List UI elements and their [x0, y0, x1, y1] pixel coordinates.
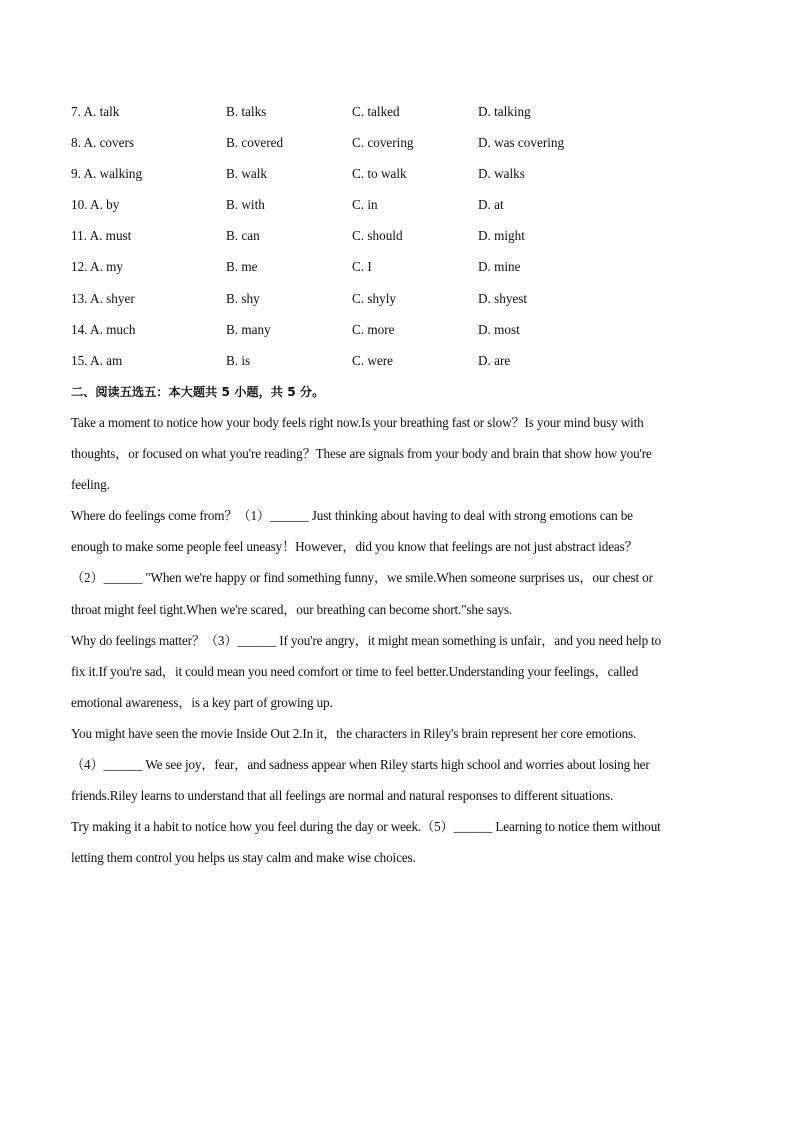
passage-line: friends.Riley learns to understand that all feelings are normal and natural responses to different situations.: [71, 788, 614, 804]
option-b: B. is: [226, 352, 251, 368]
passage-line: You might have seen the movie Inside Out 2.In it，the characters in Riley's brain represent her core emotions.: [71, 725, 637, 741]
passage-line: letting them control you helps us stay calm and make wise choices.: [71, 850, 416, 866]
option-a: 13. A. shyer: [71, 290, 135, 306]
option-c: C. more: [352, 321, 395, 337]
option-c: C. talked: [352, 104, 400, 119]
option-c: C. I: [352, 259, 372, 275]
option-row-8: [71, 131, 721, 162]
option-a: 10. A. by: [71, 197, 120, 213]
option-a: 15. A. am: [71, 352, 123, 368]
option-row-9: [71, 162, 721, 193]
option-b: B. many: [226, 321, 271, 337]
option-c: C. shyly: [352, 290, 396, 306]
passage-line: Take a moment to notice how your body feels right now.Is your breathing fast or slow？Is your mind busy with: [71, 415, 644, 430]
option-b: B. walk: [226, 166, 268, 182]
option-a: 8. A. covers: [71, 135, 134, 151]
passage-line: fix it.If you're sad，it could mean you need comfort or time to feel better.Understanding your feelings，called: [71, 663, 639, 679]
option-d: D. was covering: [478, 135, 565, 151]
passage-line: Try making it a habit to notice how you feel during the day or week.（5）______ Learning to notice them without: [71, 819, 661, 835]
passage-line: throat might feel tight.When we're scared，our breathing can become short."she says.: [71, 601, 512, 617]
passage-line: （4）______ We see joy，fear，and sadness appear when Riley starts high school and worries about losing her: [71, 757, 650, 773]
option-b: B. talks: [226, 104, 267, 119]
option-a: 12. A. my: [71, 259, 124, 275]
option-c: C. should: [352, 228, 403, 244]
option-b: B. shy: [226, 290, 260, 306]
option-d: D. might: [478, 228, 525, 244]
option-row-11: [71, 224, 721, 255]
option-row-13: [71, 287, 721, 318]
passage-line: Where do feelings come from？（1）______ Just thinking about having to deal with strong emotions can be: [71, 508, 633, 524]
option-d: D. at: [478, 197, 504, 213]
option-row-12: [71, 255, 721, 286]
option-a: 11. A. must: [71, 228, 132, 244]
passage-line: （2）______ "When we're happy or find something funny，we smile.When someone surprises us，our chest or: [71, 570, 653, 586]
passage-line: enough to make some people feel uneasy！However，did you know that feelings are not just abstract ideas？: [71, 539, 638, 555]
option-b: B. me: [226, 259, 258, 275]
option-row-7: [71, 100, 721, 131]
reading-passage: [71, 411, 721, 877]
option-b: B. can: [226, 228, 260, 244]
option-a: 7. A. talk: [71, 104, 120, 119]
passage-line: feeling.: [71, 477, 110, 493]
option-d: D. shyest: [478, 290, 528, 306]
option-b: B. covered: [226, 135, 284, 151]
passage-line: emotional awareness，is a key part of growing up.: [71, 694, 333, 710]
option-d: D. are: [478, 352, 511, 368]
option-d: D. walks: [478, 166, 525, 182]
option-row-15: [71, 349, 721, 380]
option-d: D. most: [478, 321, 520, 337]
option-a: 9. A. walking: [71, 166, 143, 182]
option-c: C. covering: [352, 135, 414, 151]
option-c: C. were: [352, 352, 394, 368]
option-c: C. to walk: [352, 166, 407, 182]
passage-line: Why do feelings matter？（3）______ If you're angry，it might mean something is unfair，and you need help to: [71, 632, 662, 648]
section-heading: 二、阅读五选五：本大题共 5 小题，共 5 分。: [71, 385, 325, 399]
option-c: C. in: [352, 197, 378, 213]
option-row-14: [71, 318, 721, 349]
option-b: B. with: [226, 197, 265, 213]
option-row-10: [71, 193, 721, 224]
passage-line: thoughts，or focused on what you're reading？These are signals from your body and brain that show how you're: [71, 446, 652, 462]
option-a: 14. A. much: [71, 321, 136, 337]
option-d: D. talking: [478, 104, 531, 119]
option-d: D. mine: [478, 259, 521, 275]
multiple-choice-options: [71, 100, 721, 380]
